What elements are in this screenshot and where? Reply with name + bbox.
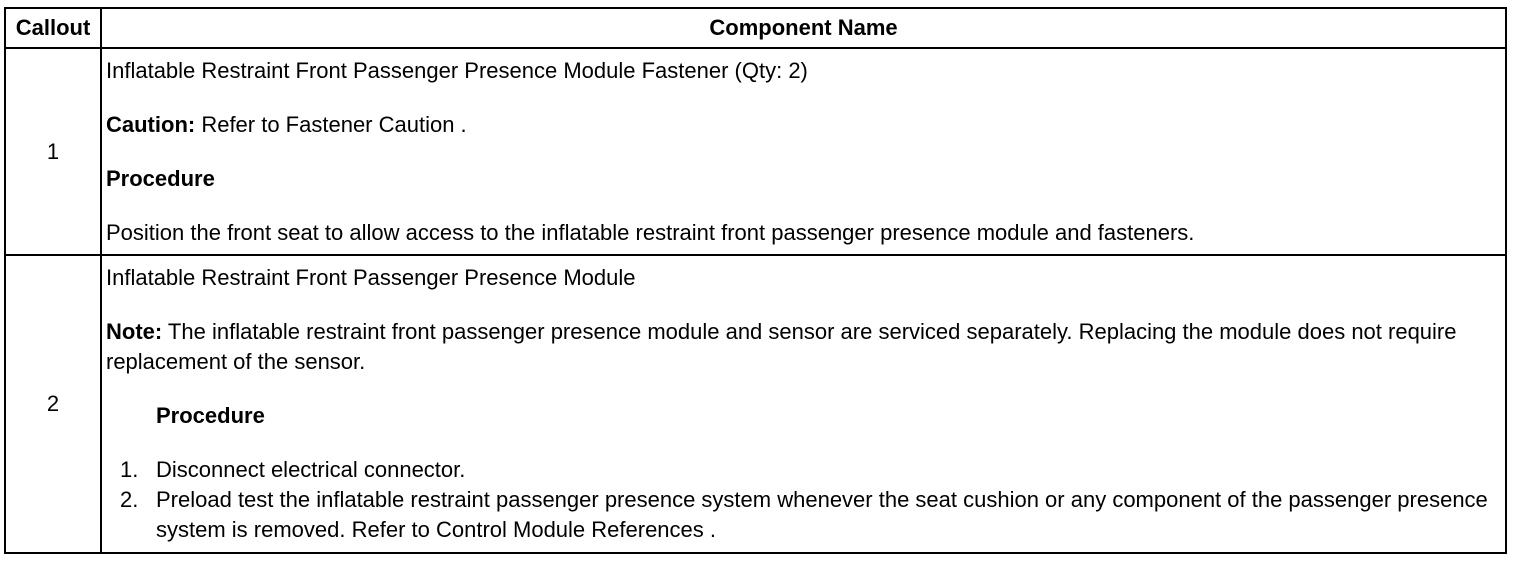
callout-header: Callout <box>5 8 101 48</box>
procedure-steps <box>106 455 1505 545</box>
procedure-heading: Procedure <box>106 165 215 191</box>
caution-text: Refer to Fastener Caution . <box>195 111 467 137</box>
procedure-heading: Procedure <box>156 403 265 428</box>
component-description <box>101 255 1506 553</box>
component-table <box>4 7 1507 554</box>
note-label: Note: <box>106 319 163 344</box>
note-line <box>106 317 1505 377</box>
step-number: 2. <box>120 487 139 512</box>
component-title: Inflatable Restraint Front Passenger Presence Module <box>106 265 636 290</box>
component-title: Inflatable Restraint Front Passenger Presence Module Fastener (Qty: 2) <box>106 57 808 83</box>
component-description <box>101 48 1506 255</box>
step-text: Disconnect electrical connector. <box>156 457 466 482</box>
list-item <box>106 485 1505 545</box>
procedure-text: Position the front seat to allow access to the inflatable restraint front passenger presence module and fasteners. <box>106 219 1195 245</box>
note-text: The inflatable restraint front passenger presence module and sensor are serviced separately. Replacing the module does not require replacement of the sensor. <box>106 319 1457 374</box>
component-name-header: Component Name <box>101 8 1506 48</box>
table-header-row <box>5 8 1506 48</box>
step-text: Preload test the inflatable restraint passenger presence system whenever the seat cushion or any component of the passenger presence system is removed. Refer to Control Module References . <box>156 487 1488 542</box>
callout-number: 1 <box>5 48 101 255</box>
table-row <box>5 48 1506 255</box>
list-item <box>106 455 1505 485</box>
caution-line <box>106 110 1505 140</box>
step-number: 1. <box>120 457 139 482</box>
caution-label: Caution: <box>106 111 196 137</box>
callout-number: 2 <box>5 255 101 553</box>
table-row <box>5 255 1506 553</box>
